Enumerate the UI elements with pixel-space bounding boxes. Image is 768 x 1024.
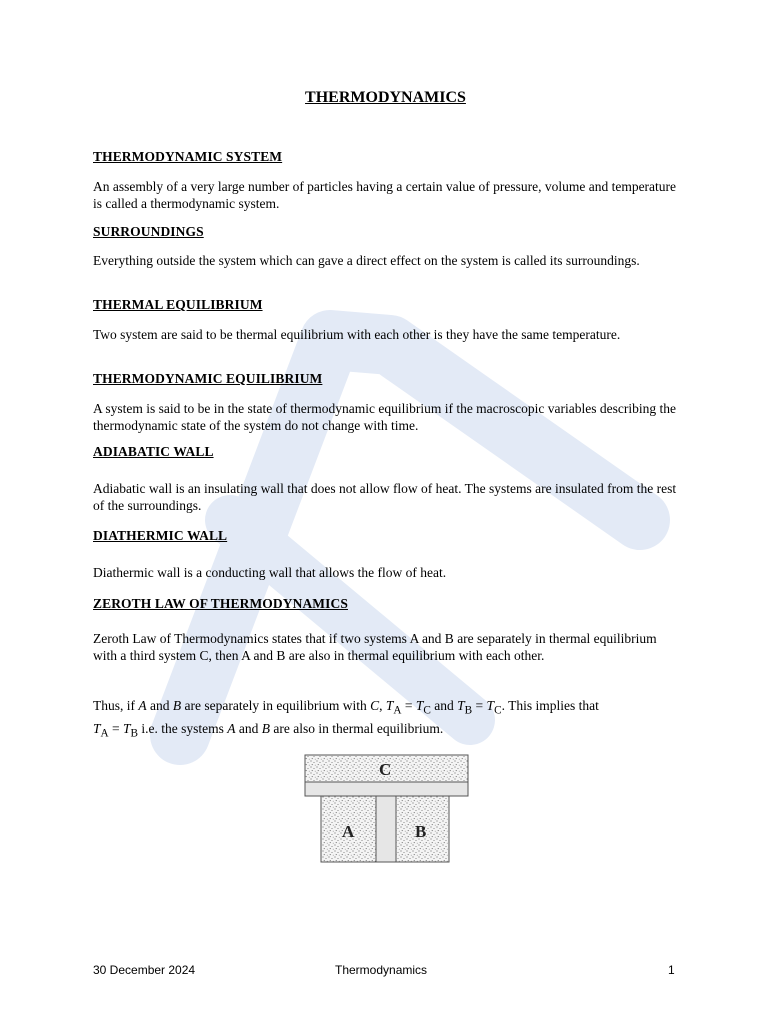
heading-thermodynamic-system: THERMODYNAMIC SYSTEM xyxy=(93,149,283,164)
footer-title: Thermodynamics xyxy=(335,963,428,977)
paragraph-surroundings: Everything outside the system which can gave a direct effect on the system is called its surroundings. xyxy=(93,253,640,268)
paragraph-adiabatic-wall: Adiabatic wall is an insulating wall that does not allow flow of heat. The systems are insulated from the rest of the surroundings. xyxy=(93,481,677,513)
heading-diathermic-wall: DIATHERMIC WALL xyxy=(93,528,228,543)
heading-thermodynamic-equilibrium: THERMODYNAMIC EQUILIBRIUM xyxy=(93,371,323,386)
heading-surroundings: SURROUNDINGS xyxy=(93,224,204,239)
page-title: THERMODYNAMICS xyxy=(305,89,466,106)
paragraph-zeroth-implication: Thus, if A and B are separately in equilibrium with C, $T_A = T_C$ and $T_B = T_C$. This implies that $T_A = T_B$ i.e. the systems A and B are also in thermal equilibrium. xyxy=(93,698,599,740)
divider-wall xyxy=(376,796,396,862)
label-b: B xyxy=(415,822,427,841)
footer-date: 30 December 2024 xyxy=(93,963,196,977)
paragraph-diathermic-wall: Diathermic wall is a conducting wall that allows the flow of heat. xyxy=(93,565,447,580)
paragraph-zeroth-law: Zeroth Law of Thermodynamics states that if two systems A and B are separately in thermal equilibrium with a third system C, then A and B are also in thermal equilibrium with each other. xyxy=(93,631,657,663)
label-a: A xyxy=(342,822,355,841)
heading-adiabatic-wall: ADIABATIC WALL xyxy=(93,444,214,459)
heading-zeroth-law: ZEROTH LAW OF THERMODYNAMICS xyxy=(93,596,348,611)
paragraph-thermodynamic-equilibrium: A system is said to be in the state of thermodynamic equilibrium if the macroscopic variables describing the thermodynamic state of the system do not change with time. xyxy=(93,401,676,433)
zeroth-law-diagram xyxy=(304,754,470,864)
footer-page-number: 1 xyxy=(668,963,675,977)
heading-thermal-equilibrium: THERMAL EQUILIBRIUM xyxy=(93,297,263,312)
paragraph-thermodynamic-system: An assembly of a very large number of particles having a certain value of pressure, volume and temperature is called a thermodynamic system. xyxy=(93,179,677,211)
top-wall xyxy=(305,782,468,796)
label-c: C xyxy=(379,760,392,779)
paragraph-thermal-equilibrium: Two system are said to be thermal equilibrium with each other is they have the same temperature. xyxy=(93,327,621,342)
